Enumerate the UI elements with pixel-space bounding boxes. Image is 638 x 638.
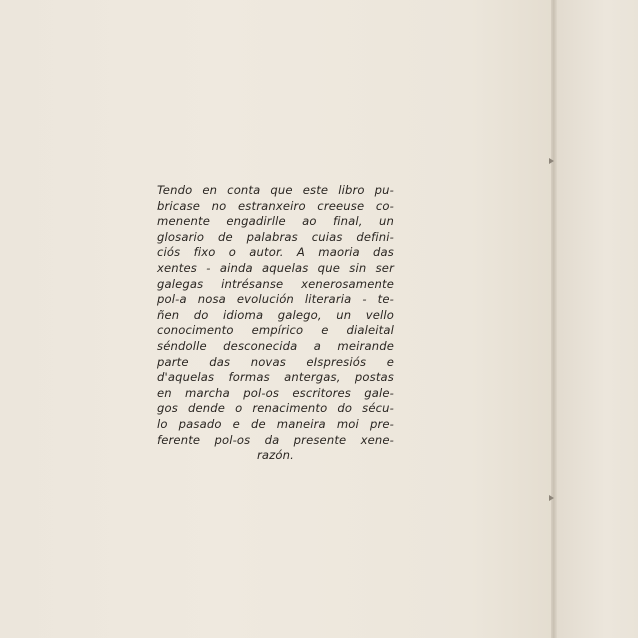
paragraph-line: conocimento empírico e dialeital <box>157 323 394 338</box>
underlying-page <box>557 0 638 638</box>
paragraph-line: bricase no estranxeiro creeuse co- <box>157 198 394 213</box>
paragraph-line: Tendo en conta que este libro pu- <box>157 183 394 197</box>
glossary-note-paragraph <box>157 183 394 464</box>
paragraph-line: d'aquelas formas antergas, postas <box>157 370 394 385</box>
paragraph-line: menente engadirlle ao final, un <box>157 214 394 229</box>
paragraph-line: galegas intrésanse xenerosamente <box>157 276 394 291</box>
paragraph-line: parte das novas eIspresiós e <box>157 354 394 369</box>
paragraph-line: séndolle desconecida a meirande <box>157 338 394 353</box>
paragraph-line: en marcha pol-os escritores gale- <box>157 385 394 400</box>
paragraph-last-line: razón. <box>257 448 294 463</box>
paragraph-line: pol-a nosa evolución literaria - te- <box>157 292 394 307</box>
paragraph-line: ciós fixo o autor. A maoria das <box>157 245 394 260</box>
paragraph-line: gos dende o renacimento do sécu- <box>157 401 394 416</box>
paragraph-line: lo pasado e de maneira moi pre- <box>157 416 394 431</box>
paragraph-line: xentes - ainda aquelas que sin ser <box>157 260 394 275</box>
paragraph-line: ñen do idioma galego, un vello <box>157 307 394 322</box>
paragraph-line: ferente pol-os da presente xene- <box>157 432 394 447</box>
paragraph-line: glosario de palabras cuias defini- <box>157 229 394 244</box>
